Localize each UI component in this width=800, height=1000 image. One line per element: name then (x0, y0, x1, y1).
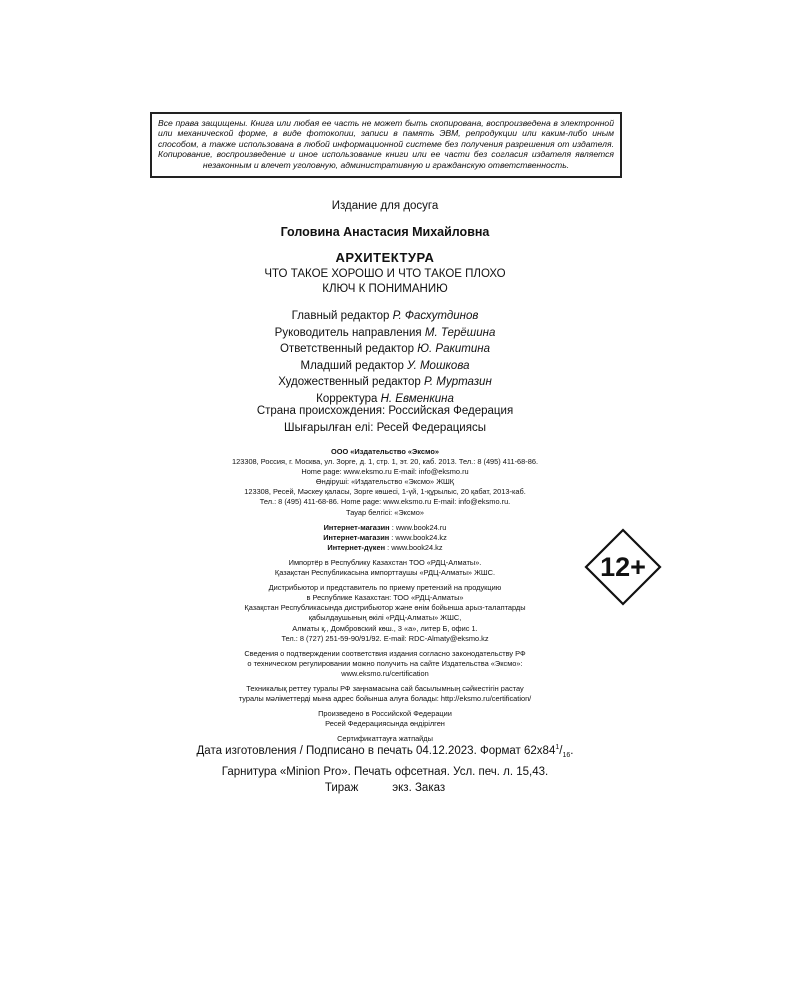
credit-role: Корректура (316, 392, 378, 405)
origin-block (0, 403, 770, 436)
distributor-kz: Қазақстан Республикасында дистрибьютор және өнім бойынша арыз-талаптарды (244, 603, 526, 613)
subtitle-line: ЧТО ТАКОЕ ХОРОШО И ЧТО ТАКОЕ ПЛОХО (264, 268, 506, 280)
print-line: Гарнитура «Minion Pro». Печать офсетная. Усл. печ. л. 15,43. (221, 766, 549, 779)
credit-name: У. Мошкова (407, 359, 470, 372)
credit-role: Младший редактор (300, 359, 404, 372)
origin-ru: Страна происхождения: Российская Федерация (256, 405, 514, 417)
almaty-address: Алматы қ., Домбровский көш., 3 «а», литер Б, офис 1. (292, 623, 478, 633)
almaty-phone: Тел.: 8 (727) 251-59-90/91/92. E-mail: RDC-Almaty@eksmo.kz (281, 633, 489, 643)
trademark: Тауар белгісі: «Эксмо» (346, 507, 424, 517)
series-label: Издание для досуга (331, 200, 439, 212)
copyright-notice: Все права защищены. Книга или любая ее часть не может быть скопирована, воспроизведена в электронной или механической форме, в виде фотокопии, записи в память ЭВМ, репродукции или каким-либо иным способом, а также использована в любой информационной системе без получения разрешения от издателя. Копирование, воспроизведение и иное использование книги или ее части без согласия издателя является незаконным и влечет уголовную, административную и гражданскую ответственность. (150, 112, 622, 178)
print-line: Дата изготовления / Подписано в печать 04.12.2023. Формат $62x84^1/_{16}$. (196, 744, 574, 760)
age-rating-badge (584, 528, 662, 606)
importer-ru: Импортёр в Республику Казахстан ТОО «РДЦ-Алматы». (288, 557, 482, 567)
cert-ru: о техническом регулировании можно получить на сайте Издательства «Эксмо»: (247, 658, 523, 668)
credit-role: Художественный редактор (278, 376, 421, 389)
cert-ru: www.eksmo.ru/certification (341, 668, 429, 678)
cert-kz: Техникалық реттеу туралы РФ заңнамасына сай басылымның сәйкестігін растау (246, 683, 524, 693)
print-details (0, 740, 770, 796)
made-kz: Ресей Федерациясында өндірілген (325, 719, 445, 729)
credit-name: Ю. Ракитина (417, 343, 490, 356)
credit-name: Р. Муртазин (423, 376, 492, 389)
credit-role: Ответственный редактор (279, 343, 415, 356)
publisher-home: Home page: www.eksmo.ru E-mail: info@eksmo.ru (301, 467, 469, 477)
publisher-address: 123308, Россия, г. Москва, ул. Зорге, д. 1, стр. 1, эт. 20, каб. 2013. Тел.: 8 (495) 411-68-86. (232, 457, 538, 467)
importer-kz: Қазақстан Республикасына импорттаушы «РДЦ-Алматы» ЖШС. (274, 568, 496, 578)
credit-line (0, 374, 770, 391)
credit-line (0, 325, 770, 342)
cert-kz-none: Сертификаттауға жатпайды (337, 734, 433, 744)
publisher-kz-name: Өндіруші: «Издательство «Эксмо» ЖШҚ (315, 477, 455, 487)
credit-line (0, 341, 770, 358)
credit-name: Н. Евменкина (380, 392, 454, 405)
distributor-ru: Дистрибьютор и представитель по приему претензий на продукцию (268, 583, 502, 593)
subtitle-line: КЛЮЧ К ПОНИМАНИЮ (322, 283, 448, 295)
distributor-kz: қабылдаушының өкілі «РДЦ-Алматы» ЖШС, (308, 613, 462, 623)
credit-name: Р. Фасхутдинов (392, 310, 479, 322)
shop-line: Интернет-дүкен : www.book24.kz (327, 542, 443, 552)
distributor-ru: в Республике Казахстан: ТОО «РДЦ-Алматы» (306, 593, 464, 603)
cert-ru: Сведения о подтверждении соответствия издания согласно законодательству РФ (244, 648, 526, 658)
credit-role: Руководитель направления (274, 326, 422, 339)
publisher-name: ООО «Издательство «Эксмо» (331, 447, 439, 456)
credit-line (0, 358, 770, 375)
publisher-kz-home: Тел.: 8 (495) 411-68-86. Home page: www.eksmo.ru E-mail: info@eksmo.ru. (259, 497, 511, 507)
credit-role: Главный редактор (291, 310, 390, 322)
cert-kz: туралы мәліметтерді мына адрес бойынша алуға болады: http://eksmo.ru/certification/ (238, 694, 532, 704)
author-name: Головина Анастасия Михайловна (280, 225, 490, 239)
book-subtitle (0, 267, 770, 297)
credit-name: М. Терёшина (424, 326, 496, 339)
credits-list (0, 308, 770, 408)
origin-kz: Шығарылған елі: Ресей Федерациясы (284, 421, 486, 434)
book-title: АРХИТЕКТУРА (335, 250, 435, 265)
publisher-kz-address: 123308, Ресей, Мәскеу қаласы, Зорге көшесі, 1-үй, 1-құрылыс, 20 қабат, 2013-каб. (244, 487, 526, 497)
credit-line (0, 308, 770, 325)
print-line: Тираж экз. Заказ (324, 782, 446, 795)
shop-line: Интернет-магазин : www.book24.ru (323, 522, 447, 532)
made-ru: Произведено в Российской Федерации (318, 709, 452, 719)
shop-line: Интернет-магазин : www.book24.kz (323, 532, 447, 542)
age-rating-text: 12+ (600, 552, 646, 582)
